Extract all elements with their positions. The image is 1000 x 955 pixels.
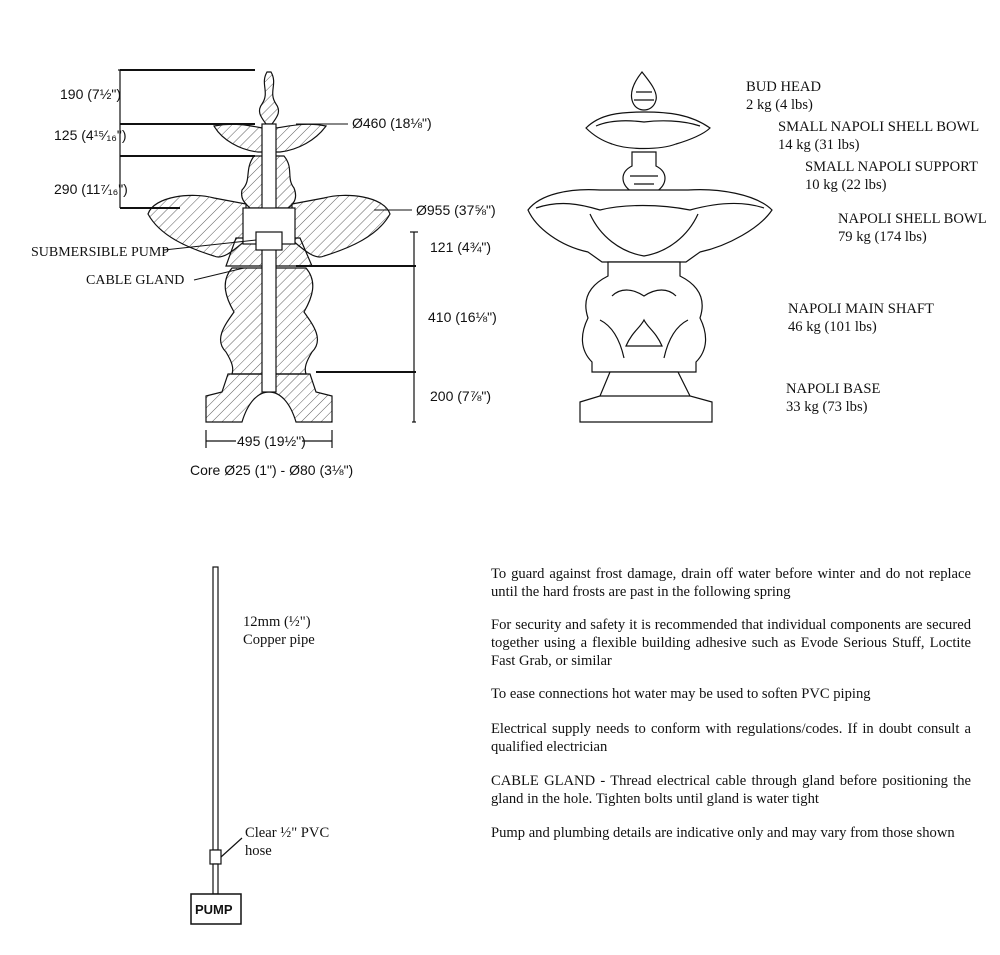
dim-121: 121 (4¾") xyxy=(430,239,492,255)
elevation-base xyxy=(580,372,712,422)
elevation-large-bowl xyxy=(528,190,772,262)
elevation-bud-head xyxy=(631,72,656,110)
elevation-view xyxy=(528,72,772,422)
component-small-support: SMALL NAPOLI SUPPORT 10 kg (22 lbs) xyxy=(805,159,978,193)
elevation-small-bowl xyxy=(586,112,710,149)
plumbing-detail xyxy=(191,567,242,924)
section-large-bowl-right xyxy=(292,195,390,257)
component-main-shaft: NAPOLI MAIN SHAFT 46 kg (101 lbs) xyxy=(788,301,934,335)
component-shell-bowl: NAPOLI SHELL BOWL 79 kg (174 lbs) xyxy=(838,211,987,245)
label-submersible-pump: SUBMERSIBLE PUMP xyxy=(31,245,170,260)
dim-190: 190 (7½") xyxy=(60,86,122,102)
note-frost: To guard against frost damage, drain off water before winter and do not replace until the hard frosts are past in the following spring xyxy=(491,566,971,600)
pvc-hose xyxy=(213,864,218,894)
component-base: NAPOLI BASE 33 kg (73 lbs) xyxy=(786,381,881,415)
component-bud-head: BUD HEAD 2 kg (4 lbs) xyxy=(746,79,821,113)
note-adhesive: For security and safety it is recommended that individual components are secured together using a flexible building adhesive such as Evode Serious Stuff, Loctite Fast Grab, or similar xyxy=(491,617,971,669)
dim-core: Core Ø25 (1") - Ø80 (3⅛") xyxy=(190,462,354,478)
dim-d460: Ø460 (18⅛") xyxy=(352,115,432,131)
pump-box-label: PUMP xyxy=(195,902,233,917)
copper-pipe xyxy=(213,567,218,850)
copper-pipe-label: 12mm (½") Copper pipe xyxy=(243,614,315,648)
pvc-connector xyxy=(210,850,221,864)
elevation-main-shaft xyxy=(582,262,705,372)
dim-125: 125 (4¹⁵⁄₁₆") xyxy=(54,127,127,143)
dim-d955: Ø955 (37⅝") xyxy=(416,202,496,218)
section-bud-head xyxy=(259,72,278,124)
dim-290: 290 (11⁷⁄₁₆") xyxy=(54,181,128,197)
elevation-small-support xyxy=(623,152,665,192)
dim-410: 410 (16⅛") xyxy=(428,309,497,325)
pvc-hose-label: Clear ½" PVC hose xyxy=(245,825,330,859)
component-small-shell-bowl: SMALL NAPOLI SHELL BOWL 14 kg (31 lbs) xyxy=(778,119,980,153)
dim-495: 495 (19½") xyxy=(237,433,306,449)
dim-200: 200 (7⅞") xyxy=(430,388,492,404)
note-indicative: Pump and plumbing details are indicative only and may vary from those shown xyxy=(491,825,955,841)
note-cable-gland: CABLE GLAND - Thread electrical cable through gland before positioning the gland in the hole. Tighten bolts until gland is water tight xyxy=(491,773,971,807)
section-pump-unit xyxy=(256,232,282,250)
note-hot-water: To ease connections hot water may be used to soften PVC piping xyxy=(491,686,871,702)
note-electrical: Electrical supply needs to conform with regulations/codes. If in doubt consult a qualified electrician xyxy=(491,721,971,755)
label-cable-gland: CABLE GLAND xyxy=(86,273,185,288)
